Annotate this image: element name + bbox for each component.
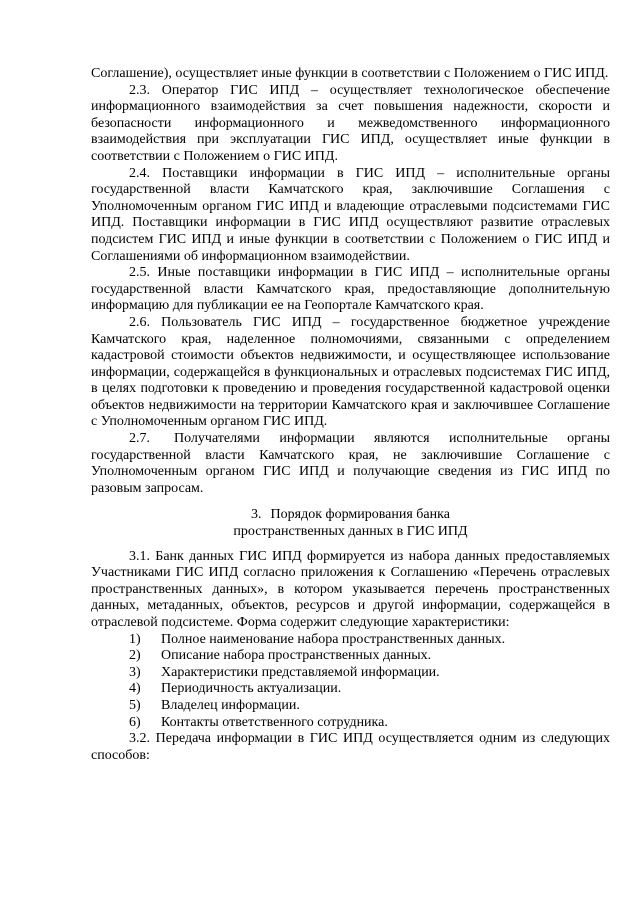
paragraph-3-1: 3.1. Банк данных ГИС ИПД формируется из набора данных предоставляемых Участниками ГИС ИПД согласно приложения к Соглашению «Перечень отраслевых пространственных данных», в котором указывается перечень пространственных данных, метаданных, объектов, ресурсов и другой информации, содержащейся в отраслевой подсистеме. Форма содержит следующие характеристики:: [91, 548, 610, 630]
list-item-number: 5): [129, 697, 141, 713]
list-item: [129, 715, 610, 732]
list-item-text: Периодичность актуализации.: [161, 681, 342, 697]
paragraph-2-4: 2.4. Поставщики информации в ГИС ИПД – исполнительные органы государственной власти Камчатского края, заключившие Соглашения с Уполномоченным органом ГИС ИПД и владеющие отраслевыми подсистемами ГИС ИПД. Поставщики информации в ГИС ИПД осуществляют развитие отраслевых подсистем ГИС ИПД и иные функции в соответствии с Положением о ГИС ИПД и Соглашениями об информационном взаимодействии.: [91, 165, 610, 264]
list-item-text: Полное наименование набора пространственных данных.: [161, 631, 506, 647]
list-item: [129, 665, 610, 682]
section-heading-line1: [91, 507, 610, 524]
list-item-number: 1): [129, 631, 141, 647]
list-item-number: 3): [129, 664, 141, 680]
characteristics-list: [91, 632, 610, 732]
paragraph-2-3: 2.3. Оператор ГИС ИПД – осуществляет технологическое обеспечение информационного взаимодействия за счет повышения надежности, скорости и безопасности информационного и межведомственного информационного взаимодействия при эксплуатации ГИС ИПД, осуществляет иные функции в соответствии с Положением о ГИС ИПД.: [91, 82, 610, 164]
list-item-text: Владелец информации.: [161, 697, 300, 713]
paragraph-2-5: 2.5. Иные поставщики информации в ГИС ИПД – исполнительные органы государственной власти Камчатского края, предоставляющие дополнительную информацию для публикации ее на Геопортале Камчатского края.: [91, 265, 610, 314]
paragraph-2-6: 2.6. Пользователь ГИС ИПД – государственное бюджетное учреждение Камчатского края, наделенное полномочиями, связанными с определением кадастровой стоимости объектов недвижимости, и осуществляющее использование информации, содержащейся в функциональных и отраслевых подсистемах ГИС ИПД, в целях подготовки к проведению и проведения государственной кадастровой оценки объектов недвижимости на территории Камчатского края и заключившее Соглашение с Уполномоченным органом ГИС ИПД.: [91, 314, 610, 430]
list-item: [129, 681, 610, 698]
paragraph-2-7: [91, 431, 610, 497]
list-item: [129, 698, 610, 715]
section-title-line1: Порядок формирования банка: [270, 507, 450, 523]
list-item-number: 6): [129, 714, 141, 730]
section-number: 3.: [251, 507, 262, 523]
list-item-number: 2): [129, 648, 141, 664]
paragraph-3-2: 3.2. Передача информации в ГИС ИПД осуществляется одним из следующих способов:: [91, 731, 610, 763]
list-item-text: Контакты ответственного сотрудника.: [161, 714, 388, 730]
list-item: [129, 632, 610, 649]
continuation-paragraph: Соглашение), осуществляет иные функции в соответствии с Положением о ГИС ИПД.: [91, 66, 609, 81]
list-item-number: 4): [129, 681, 141, 697]
list-item-text: Описание набора пространственных данных.: [161, 648, 432, 664]
list-item: [129, 648, 610, 665]
list-item-text: Характеристики представляемой информации.: [161, 664, 440, 680]
paragraph-2-7-number: 2.7.: [129, 431, 150, 447]
paragraph-2-7-text: Получателями информации являются исполнительные органы государственной власти Камчатского края, не заключившие Соглашение с Уполномоченным органом ГИС ИПД и получающие сведения из ГИС ИПД по разовым запросам.: [91, 431, 610, 496]
section-heading: [91, 507, 610, 540]
section-title-line2: пространственных данных в ГИС ИПД: [233, 524, 468, 540]
